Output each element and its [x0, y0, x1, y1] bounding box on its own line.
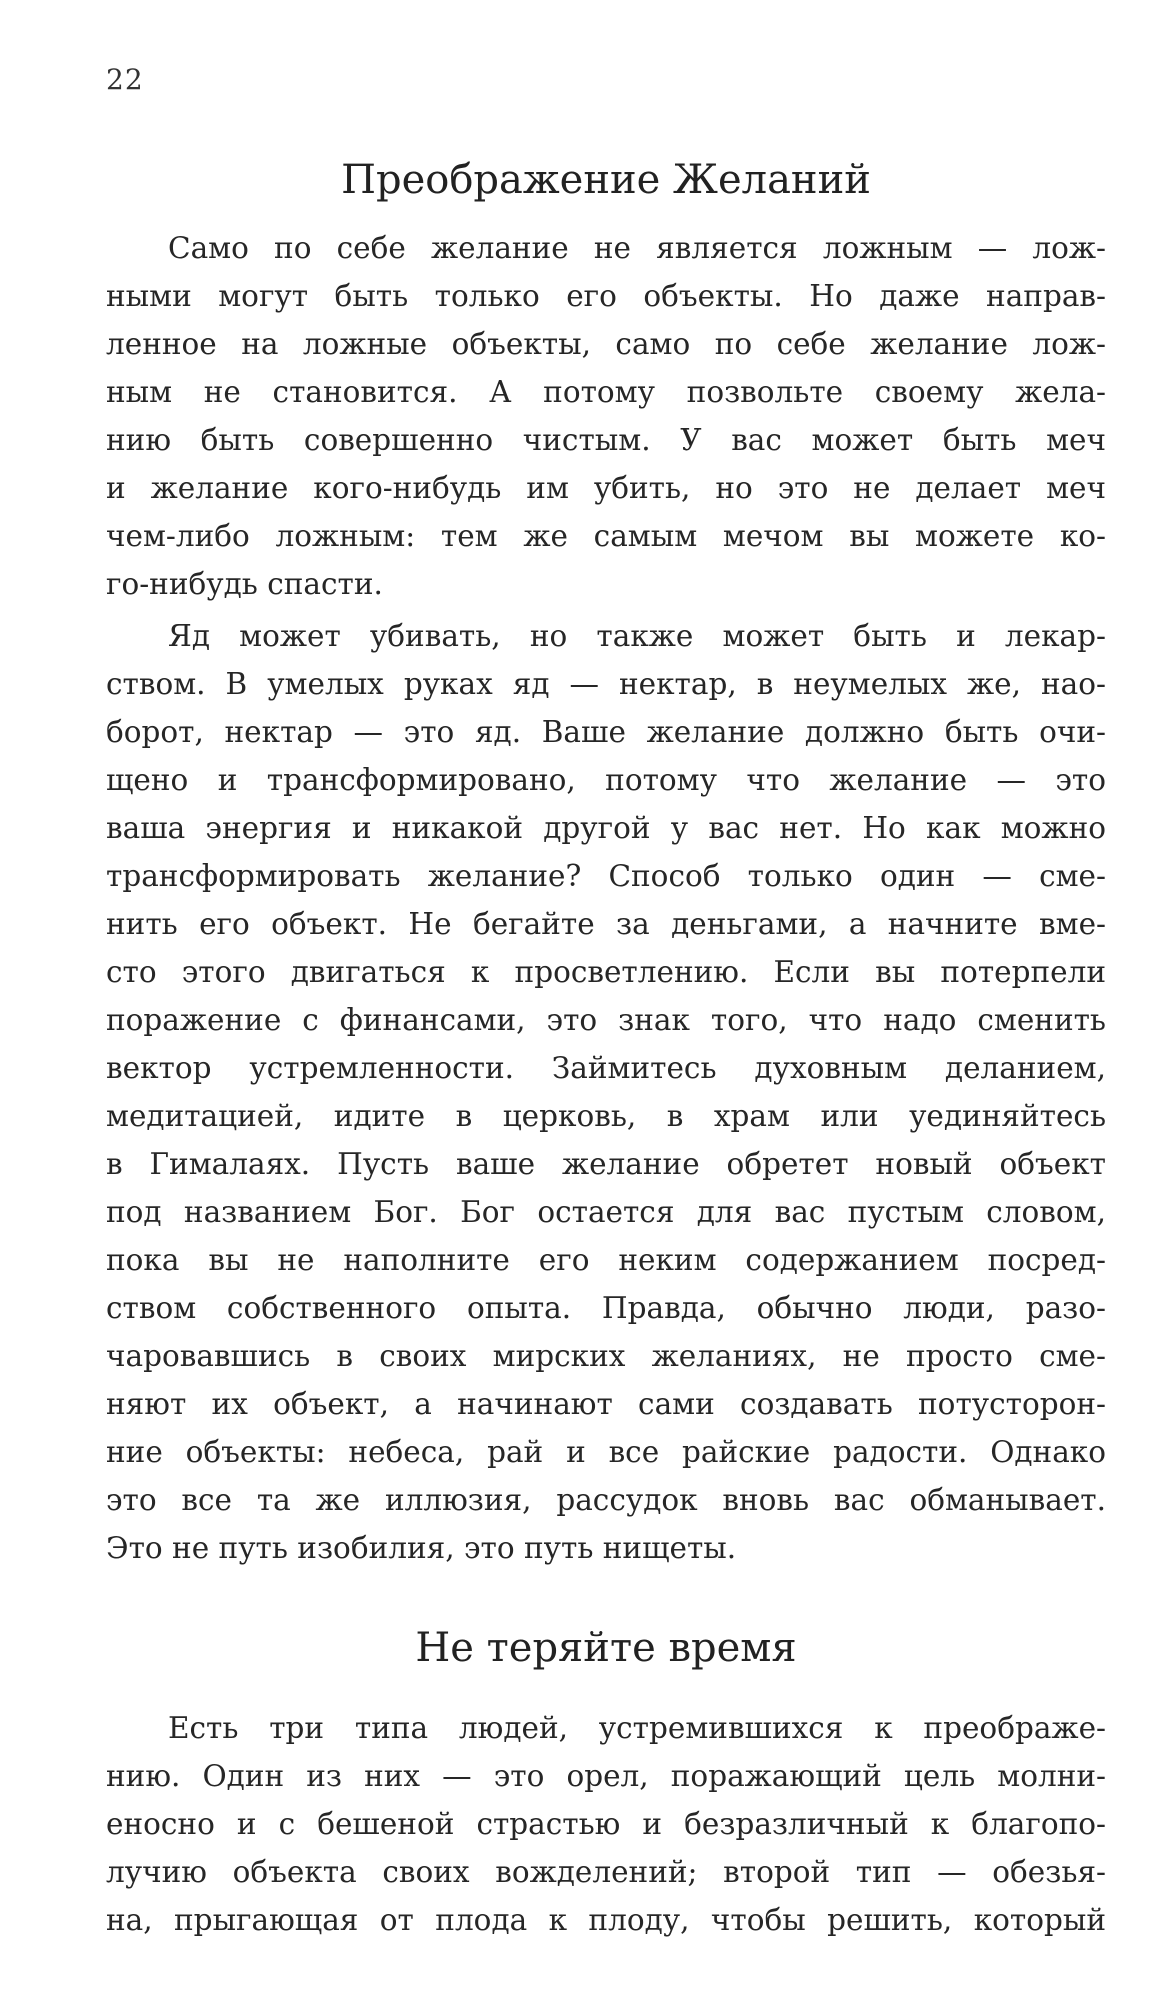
text-line: Это не путь изобилия, это путь нищеты. — [106, 1531, 737, 1565]
text-line: под названием Бог. Бог остается для вас пустым словом, — [106, 1195, 1106, 1229]
text-line: нить его объект. Не бегайте за деньгами, а начните вме- — [106, 907, 1106, 941]
section-title-dont-waste-time: Не теряйте время — [415, 1625, 797, 1671]
page-number: 22 — [106, 63, 144, 96]
text-line: ством собственного опыта. Правда, обычно люди, разо- — [106, 1291, 1106, 1325]
text-line: в Гималаях. Пусть ваше желание обретет новый объект — [106, 1147, 1106, 1181]
text-line: борот, нектар — это яд. Ваше желание должно быть очи- — [106, 715, 1106, 749]
text-line: ние объекты: небеса, рай и все райские радости. Однако — [106, 1435, 1106, 1469]
text-line: нию. Один из них — это орел, поражающий цель молни- — [106, 1759, 1106, 1793]
text-line: чем-либо ложным: тем же самым мечом вы можете ко- — [106, 519, 1106, 553]
text-line: еносно и с бешеной страстью и безразличный к благопо- — [106, 1807, 1106, 1841]
text-line: сто этого двигаться к просветлению. Если вы потерпели — [106, 955, 1106, 989]
text-line: щено и трансформировано, потому что желание — это — [106, 763, 1106, 797]
text-line: Само по себе желание не является ложным — лож- — [168, 231, 1106, 265]
text-line: ным не становится. А потому позвольте своему жела- — [106, 375, 1106, 409]
text-line: нию быть совершенно чистым. У вас может быть меч — [106, 423, 1106, 457]
text-line: ленное на ложные объекты, само по себе желание лож- — [106, 327, 1106, 361]
text-line: трансформировать желание? Способ только один — сме- — [106, 859, 1106, 893]
text-line: поражение с финансами, это знак того, что надо сменить — [106, 1003, 1106, 1037]
text-line: го-нибудь спасти. — [106, 567, 383, 601]
text-line: медитацией, идите в церковь, в храм или уединяйтесь — [106, 1099, 1106, 1133]
text-line: вектор устремленности. Займитесь духовным деланием, — [106, 1051, 1106, 1085]
text-line: ваша энергия и никакой другой у вас нет. Но как можно — [106, 811, 1106, 845]
text-line: пока вы не наполните его неким содержанием посред- — [106, 1243, 1106, 1277]
text-line: это все та же иллюзия, рассудок вновь вас обманывает. — [106, 1483, 1106, 1517]
text-line: няют их объект, а начинают сами создавать потусторон- — [106, 1387, 1106, 1421]
text-line: ными могут быть только его объекты. Но даже направ- — [106, 279, 1106, 313]
text-line: лучию объекта своих вожделений; второй тип — обезья- — [106, 1855, 1106, 1889]
text-line: Есть три типа людей, устремившихся к преображе- — [168, 1711, 1106, 1745]
section-title-transformation-of-desires: Преображение Желаний — [341, 157, 871, 203]
text-line: чаровавшись в своих мирских желаниях, не просто сме- — [106, 1339, 1106, 1373]
text-line: Яд может убивать, но также может быть и лекар- — [168, 619, 1106, 653]
text-line: ством. В умелых руках яд — нектар, в неумелых же, нао- — [106, 667, 1106, 701]
text-line: и желание кого-нибудь им убить, но это не делает меч — [106, 471, 1106, 505]
text-line: на, прыгающая от плода к плоду, чтобы решить, который — [106, 1903, 1106, 1937]
